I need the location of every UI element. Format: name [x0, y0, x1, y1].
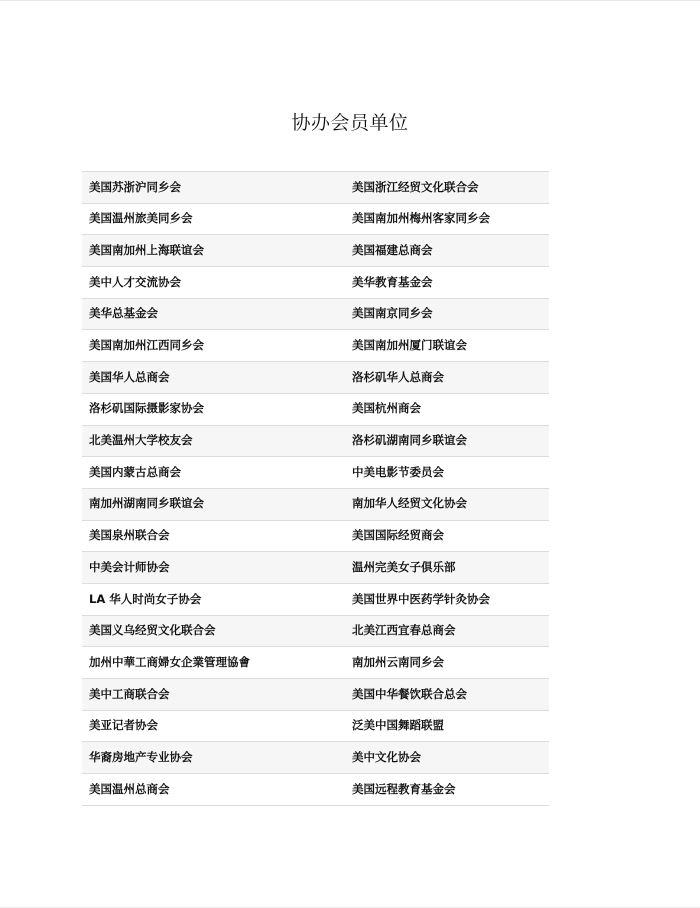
table-row: [82, 488, 549, 520]
table-row: [82, 647, 549, 679]
organization-name-left: 北美温州大学校友会: [82, 425, 345, 457]
organization-name-right: 美国世界中医药学针灸协会: [345, 583, 549, 615]
member-table-body: [82, 172, 549, 806]
page-title: 协办会员单位: [291, 112, 409, 134]
organization-name-right: 美中文化协会: [345, 742, 549, 774]
organization-name-right: 中美电影节委员会: [345, 457, 549, 489]
table-row: [82, 393, 549, 425]
table-row: [82, 457, 549, 489]
organization-name-left: 美国南加州上海联谊会: [82, 235, 345, 267]
organization-name-left: 美中人才交流协会: [82, 267, 345, 299]
organization-name-right: 美国浙江经贸文化联合会: [345, 172, 549, 204]
organization-name-left: 美国华人总商会: [82, 362, 345, 394]
organization-name-right: 南加华人经贸文化协会: [345, 488, 549, 520]
table-row: [82, 203, 549, 235]
organization-name-left: 美华总基金会: [82, 298, 345, 330]
organization-name-right: 美国杭州商会: [345, 393, 549, 425]
table-row: [82, 710, 549, 742]
organization-name-right: 温州完美女子俱乐部: [345, 552, 549, 584]
table-row: [82, 267, 549, 299]
organization-name-left: 美国温州总商会: [82, 774, 345, 806]
table-row: [82, 425, 549, 457]
table-row: [82, 742, 549, 774]
organization-name-left: 美国义乌经贸文化联合会: [82, 615, 345, 647]
organization-name-right: 南加州云南同乡会: [345, 647, 549, 679]
organization-name-left: 美亚记者协会: [82, 710, 345, 742]
table-row: [82, 362, 549, 394]
organization-name-left: 南加州湖南同乡联谊会: [82, 488, 345, 520]
organization-name-left: 美国苏浙沪同乡会: [82, 172, 345, 204]
organization-name-left: 美中工商联合会: [82, 679, 345, 711]
organization-name-right: 北美江西宜春总商会: [345, 615, 549, 647]
organization-name-left: 洛杉矶国际摄影家协会: [82, 393, 345, 425]
table-row: [82, 235, 549, 267]
organization-name-left: 加州中華工商婦女企業管理協會: [82, 647, 345, 679]
table-row: [82, 615, 549, 647]
organization-name-right: 美国南加州梅州客家同乡会: [345, 203, 549, 235]
organization-name-right: 美国福建总商会: [345, 235, 549, 267]
table-row: [82, 330, 549, 362]
table-row: [82, 679, 549, 711]
table-row: [82, 172, 549, 204]
organization-name-left: 美国温州旅美同乡会: [82, 203, 345, 235]
page-top-border: [0, 0, 700, 1]
table-row: [82, 552, 549, 584]
organization-name-right: 美国国际经贸商会: [345, 520, 549, 552]
organization-name-right: 美国南加州厦门联谊会: [345, 330, 549, 362]
organization-name-right: 美国中华餐饮联合总会: [345, 679, 549, 711]
organization-name-left: 美国泉州联合会: [82, 520, 345, 552]
organization-name-right: 洛杉矶湖南同乡联谊会: [345, 425, 549, 457]
organization-name-left: 美国南加州江西同乡会: [82, 330, 345, 362]
organization-name-right: 泛美中国舞蹈联盟: [345, 710, 549, 742]
table-row: [82, 774, 549, 806]
organization-name-left: 华裔房地产专业协会: [82, 742, 345, 774]
organization-name-right: 美国远程教育基金会: [345, 774, 549, 806]
organization-name-right: 洛杉矶华人总商会: [345, 362, 549, 394]
organization-name-right: 美国南京同乡会: [345, 298, 549, 330]
organization-name-right: 美华教育基金会: [345, 267, 549, 299]
table-row: [82, 583, 549, 615]
member-organizations-table: [82, 171, 549, 806]
organization-name-left: 中美会计师协会: [82, 552, 345, 584]
organization-name-left: LA 华人时尚女子协会: [82, 583, 345, 615]
organization-name-left: 美国内蒙古总商会: [82, 457, 345, 489]
table-row: [82, 298, 549, 330]
table-row: [82, 520, 549, 552]
